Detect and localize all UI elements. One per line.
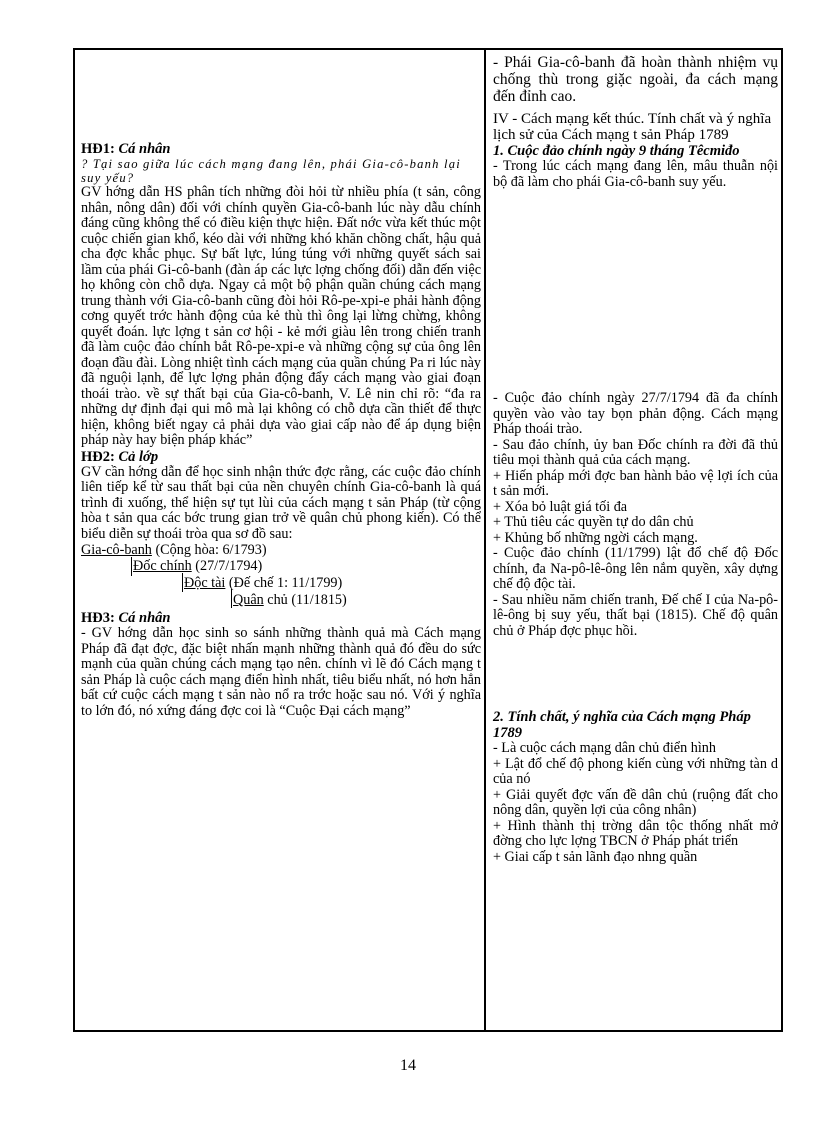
diagram-step-3-name: Độc tài xyxy=(184,575,226,591)
content-r10: - Sau nhiều năm chiến tranh, Đế chế I của Na-pô-lê-ông bị suy yếu, thất bại (1815). Chế độ quân chủ ở Pháp đợc phục hồi. xyxy=(493,591,778,639)
diagram-step-2 xyxy=(133,558,262,574)
spacer xyxy=(493,639,778,709)
content-r12: + Lật đổ chế độ phong kiến cùng với những tàn d của nó xyxy=(493,755,778,787)
content-r14: + Hình thành thị trờng dân tộc thống nhất mở đờng cho lực lợng TBCN ở Pháp phát triển xyxy=(493,817,778,849)
lesson-table xyxy=(73,48,783,1032)
content-r1: - Phái Gia-cô-banh đã hoàn thành nhiệm vụ chống thù trong giặc ngoài, đa cách mạng đến đỉnh cao. xyxy=(493,54,778,105)
hd3-heading xyxy=(81,610,481,626)
hd3-label: HĐ3: xyxy=(81,610,119,626)
content-r11: - Là cuộc cách mạng dân chủ điển hình xyxy=(493,740,716,756)
content-r9: - Cuộc đảo chính (11/1799) lật đổ chế độ Đốc chính, đa Na-pô-lê-ông lên nắm quyền, xây dựng chế độ độc tài. xyxy=(493,545,778,592)
content-r13: + Giải quyết đợc vấn đề dân chủ (ruộng đất cho nông dân, quyền lợi của công nhân) xyxy=(493,786,778,818)
content-r3: - Cuộc đảo chính ngày 27/7/1794 đã đa chính quyền vào vào tay bọn phản động. Cách mạng Pháp thoái trào. xyxy=(493,390,778,437)
diagram-connector-2 xyxy=(182,573,183,592)
spacer xyxy=(493,190,778,391)
hd1-label: HĐ1: xyxy=(81,141,119,157)
hd1-mode: Cá nhân xyxy=(118,141,171,157)
content-r4: - Sau đảo chính, ủy ban Đốc chính ra đời đã thủ tiêu mọi thành quả của cách mạng. xyxy=(493,436,778,468)
content-r7: + Thủ tiêu các quyền tự do dân chủ xyxy=(493,514,694,530)
hd1-question: ? Tại sao giữa lúc cách mạng đang lên, phái Gia-cô-banh lại suy yếu? xyxy=(81,157,461,185)
diagram-connector-1 xyxy=(131,557,132,576)
diagram-step-4-name: Quân xyxy=(233,592,264,608)
diagram-step-4-detail: chủ (11/1815) xyxy=(263,592,347,608)
page-number: 14 xyxy=(400,1057,416,1074)
content-r2: - Trong lúc cách mạng đang lên, mâu thuẫn nội bộ đã làm cho phái Gia-cô-banh suy yếu. xyxy=(493,158,778,190)
hd2-mode: Cả lớp xyxy=(118,448,159,465)
content-r15: + Giai cấp t sản lãnh đạo nhng quần xyxy=(493,848,698,865)
diagram-step-3-detail: (Đế chế 1: 11/1799) xyxy=(225,575,343,591)
subsection-2-heading: 2. Tính chất, ý nghĩa của Cách mạng Pháp 1789 xyxy=(493,709,751,741)
hd2-paragraph: GV cần hớng dẫn để học sinh nhận thức đợc rằng, các cuộc đảo chính liên tiếp kể từ sau thất bại của nền chuyên chính Gia-cô-banh là quá trình đi xuống, thể hiện sự tụt lùi của cách mạng t sản Pháp (từ cộng hòa t sản qua các bớc trung gian trở về quân chủ phong kiến). Có thể biểu diễn sự thoái tròa qua sơ đồ sau: xyxy=(81,463,481,542)
diagram-step-4 xyxy=(233,592,347,608)
activities-column xyxy=(75,50,486,1030)
diagram-step-2-detail: (27/7/1794) xyxy=(191,558,263,574)
diagram-connector-3 xyxy=(231,589,232,608)
hd1-paragraph: GV hớng dẫn HS phân tích những đòi hỏi từ nhiều phía (t sản, công nhân, nông dân) đối với chính quyền Gia-cô-banh lúc này dẫu chính đáng cũng không thể có điều kiện thực hiện. Đất nớc vừa kết thúc một cuộc chiến gian khổ, kéo dài với những khó khăn chồng chất, hậu quả cha đợc khắc phục. Sự bất lực, lúng túng với những quyết sách sai lầm của phái Gi-cô-banh (đàn áp các lực lợng chống đối) dẫn đến việc họ không còn chỗ dựa. Ngay cả một bộ phận quần chúng cách mạng trung thành với Gia-cô-banh cũng đòi hỏi Rô-pe-xpi-e phải hành động cơng quyết trớc hành động của kẻ thù thì ông lại lừng chừng, không quyết đoán. lực lợng t sản cơ hội - kẻ mới giàu lên trong chiến tranh đã làm cuộc đảo chính bắt Rô-pe-xpi-e và những cộng sự của ông lên đoạn đầu đài. Lòng nhiệt tình cách mạng của quần chúng Pa ri lúc này đã nguội lạnh, để lực lợng phản động đẩy cách mạng vào giai đoạn thoái trào. về sự thất bại của Gia-cô-banh, V. Lê nin chỉ rõ: “đa ra những dự định đại qui mô mà lại không có chỗ dựa cần thiết để thực hiện, không biết ngay cả phải dựa vào giai cấp nào để áp dụng biện pháp này hay biện pháp khác” xyxy=(81,184,481,448)
hd2-heading xyxy=(81,449,481,465)
content-r5: + Hiến pháp mới đợc ban hành bảo vệ lợi ích của t sản mới. xyxy=(493,467,778,499)
diagram-step-1-name: Gia-cô-banh xyxy=(81,542,152,558)
content-r6: + Xóa bỏ luật giá tối đa xyxy=(493,498,628,515)
hd3-mode: Cá nhân xyxy=(118,610,171,626)
subsection-1-heading: 1. Cuộc đảo chính ngày 9 tháng Têcmiđo xyxy=(493,143,740,159)
diagram-step-1 xyxy=(81,542,267,558)
diagram-step-2-name: Đốc chính xyxy=(133,558,192,574)
content-column xyxy=(486,50,781,1030)
diagram-step-3 xyxy=(184,575,342,591)
hd2-label: HĐ2: xyxy=(81,448,119,465)
hd1-heading xyxy=(81,141,481,157)
hd3-paragraph: - GV hớng dẫn học sinh so sánh những thành quả mà Cách mạng Pháp đã đạt đợc, đặc biệt nhấn mạnh những thành quả đó đều do sức mạnh của quần chúng cách mạng tạo nên. chính vì lẽ đó Cách mạng t sản Pháp là cuộc cách mạng điển hình nhất, tiêu biểu nhất, nó hơn hẳn bất cứ cuộc cách mạng t sản nào nổ ra trớc hoặc sau nó. Với ý nghĩa to lớn đó, nó xứng đáng đợc coi là “Cuộc Đại cách mạng” xyxy=(81,625,481,719)
diagram-step-1-detail: (Cộng hòa: 6/1793) xyxy=(151,542,267,558)
regression-diagram xyxy=(81,542,481,610)
section-iv-heading: IV - Cách mạng kết thúc. Tính chất và ý nghĩa lịch sử của Cách mạng t sản Pháp 1789 xyxy=(493,111,772,143)
content-r8: + Khủng bố những ngời cách mạng. xyxy=(493,529,698,546)
